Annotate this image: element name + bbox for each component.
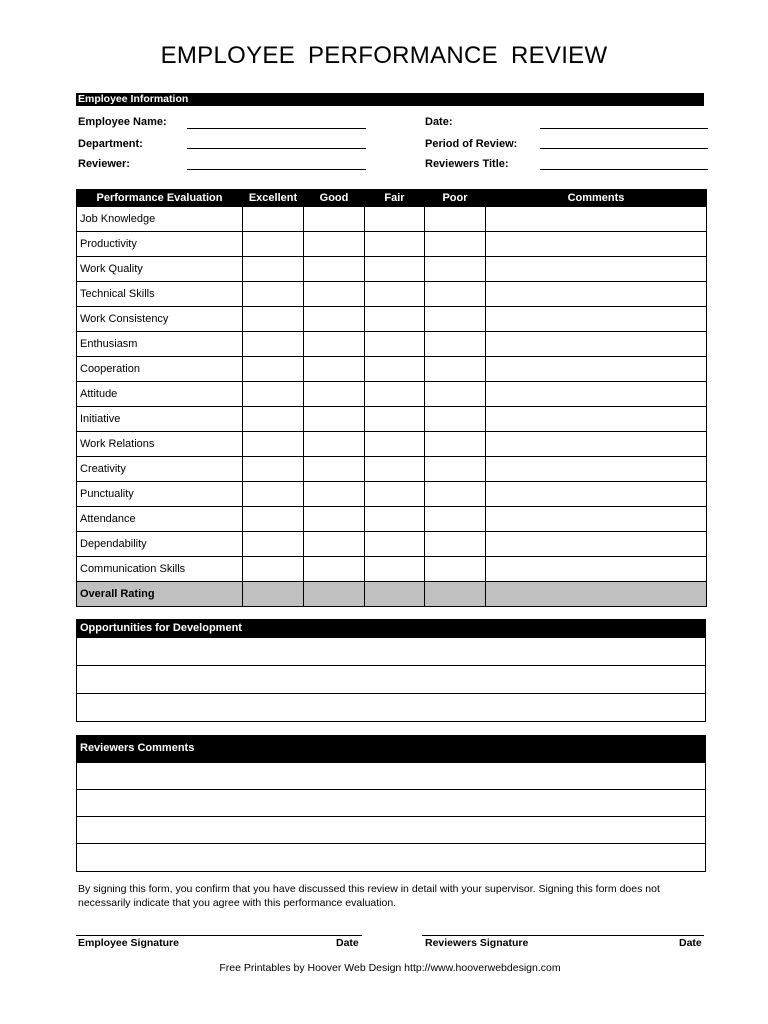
- reviewers-signature-label: Reviewers Signature: [425, 937, 529, 949]
- table-row: [77, 232, 707, 257]
- page-title: EMPLOYEE PERFORMANCE REVIEW: [160, 42, 608, 69]
- reviewer-label: Reviewer:: [78, 158, 130, 170]
- criterion-label: Work Quality: [77, 257, 243, 282]
- excellent-cell[interactable]: [243, 357, 304, 382]
- table-row: [77, 307, 707, 332]
- reviewers-comments-section: [76, 735, 706, 872]
- criterion-label: Technical Skills: [77, 282, 243, 307]
- fair-cell[interactable]: [365, 482, 425, 507]
- comments-cell[interactable]: [486, 507, 707, 532]
- criterion-label: Work Relations: [77, 432, 243, 457]
- excellent-cell[interactable]: [243, 257, 304, 282]
- table-row: [77, 557, 707, 582]
- table-row: [77, 332, 707, 357]
- good-cell[interactable]: [304, 257, 365, 282]
- criterion-label: Job Knowledge: [77, 207, 243, 232]
- comments-cell[interactable]: [486, 457, 707, 482]
- comments-cell[interactable]: [486, 282, 707, 307]
- fair-cell[interactable]: [365, 532, 425, 557]
- disclaimer-text: By signing this form, you confirm that you have discussed this review in detail with your supervisor. Signing this form does not necessarily indicate that you agree with this performance evaluation.: [78, 883, 660, 909]
- performance-evaluation-table: [76, 189, 707, 607]
- fair-cell[interactable]: [365, 582, 425, 607]
- good-cell[interactable]: [304, 507, 365, 532]
- column-header-comments: Comments: [486, 190, 707, 207]
- excellent-cell[interactable]: [243, 282, 304, 307]
- excellent-cell[interactable]: [243, 532, 304, 557]
- fair-cell[interactable]: [365, 232, 425, 257]
- criterion-label: Creativity: [77, 457, 243, 482]
- table-row: [77, 532, 707, 557]
- fair-cell[interactable]: [365, 257, 425, 282]
- table-row: [77, 207, 707, 232]
- department-field[interactable]: [187, 148, 366, 149]
- good-cell[interactable]: [304, 307, 365, 332]
- fair-cell[interactable]: [365, 432, 425, 457]
- reviewer-field[interactable]: [187, 169, 366, 170]
- excellent-cell[interactable]: [243, 382, 304, 407]
- excellent-cell[interactable]: [243, 582, 304, 607]
- fair-cell[interactable]: [365, 507, 425, 532]
- overall-rating-row: [77, 582, 707, 607]
- date-label: Date:: [425, 116, 453, 128]
- poor-cell[interactable]: [425, 557, 486, 582]
- comments-cell[interactable]: [486, 257, 707, 282]
- poor-cell[interactable]: [425, 407, 486, 432]
- column-header-excellent: Excellent: [243, 190, 304, 207]
- column-header-fair: Fair: [365, 190, 425, 207]
- criterion-label: Attendance: [77, 507, 243, 532]
- reviewers-title-label: Reviewers Title:: [425, 158, 509, 170]
- fair-cell[interactable]: [365, 382, 425, 407]
- reviewers-comments-line[interactable]: [77, 789, 705, 816]
- poor-cell[interactable]: [425, 307, 486, 332]
- poor-cell[interactable]: [425, 482, 486, 507]
- poor-cell[interactable]: [425, 232, 486, 257]
- excellent-cell[interactable]: [243, 332, 304, 357]
- overall-rating-label: Overall Rating: [77, 582, 243, 607]
- poor-cell[interactable]: [425, 532, 486, 557]
- reviewers-comments-header: Reviewers Comments: [77, 736, 705, 762]
- fair-cell[interactable]: [365, 357, 425, 382]
- comments-cell[interactable]: [486, 232, 707, 257]
- poor-cell[interactable]: [425, 582, 486, 607]
- department-label: Department:: [78, 138, 143, 150]
- comments-cell[interactable]: [486, 557, 707, 582]
- good-cell[interactable]: [304, 382, 365, 407]
- reviewers-comments-line[interactable]: [77, 843, 705, 871]
- table-row: [77, 457, 707, 482]
- good-cell[interactable]: [304, 582, 365, 607]
- employee-name-label: Employee Name:: [78, 116, 167, 128]
- employee-signature-line[interactable]: [76, 935, 362, 936]
- criterion-label: Communication Skills: [77, 557, 243, 582]
- excellent-cell[interactable]: [243, 457, 304, 482]
- poor-cell[interactable]: [425, 332, 486, 357]
- employee-name-field[interactable]: [187, 128, 366, 129]
- good-cell[interactable]: [304, 457, 365, 482]
- excellent-cell[interactable]: [243, 407, 304, 432]
- poor-cell[interactable]: [425, 357, 486, 382]
- column-header-poor: Poor: [425, 190, 486, 207]
- reviewers-comments-line[interactable]: [77, 762, 705, 789]
- comments-cell[interactable]: [486, 307, 707, 332]
- development-header: Opportunities for Development: [77, 620, 705, 637]
- reviewers-title-field[interactable]: [540, 169, 708, 170]
- poor-cell[interactable]: [425, 382, 486, 407]
- column-header-good: Good: [304, 190, 365, 207]
- date-field[interactable]: [540, 128, 708, 129]
- comments-cell[interactable]: [486, 532, 707, 557]
- good-cell[interactable]: [304, 207, 365, 232]
- fair-cell[interactable]: [365, 207, 425, 232]
- comments-cell[interactable]: [486, 582, 707, 607]
- fair-cell[interactable]: [365, 307, 425, 332]
- comments-cell[interactable]: [486, 357, 707, 382]
- good-cell[interactable]: [304, 532, 365, 557]
- table-row: [77, 432, 707, 457]
- comments-cell[interactable]: [486, 382, 707, 407]
- excellent-cell[interactable]: [243, 432, 304, 457]
- fair-cell[interactable]: [365, 557, 425, 582]
- table-header-row: [77, 190, 707, 207]
- comments-cell[interactable]: [486, 207, 707, 232]
- good-cell[interactable]: [304, 232, 365, 257]
- excellent-cell[interactable]: [243, 207, 304, 232]
- good-cell[interactable]: [304, 357, 365, 382]
- table-row: [77, 407, 707, 432]
- excellent-cell[interactable]: [243, 482, 304, 507]
- development-section: [76, 619, 706, 722]
- fair-cell[interactable]: [365, 282, 425, 307]
- criterion-label: Productivity: [77, 232, 243, 257]
- table-row: [77, 257, 707, 282]
- table-row: [77, 482, 707, 507]
- good-cell[interactable]: [304, 332, 365, 357]
- development-line[interactable]: [77, 665, 705, 693]
- period-of-review-label: Period of Review:: [425, 138, 518, 150]
- criterion-label: Cooperation: [77, 357, 243, 382]
- good-cell[interactable]: [304, 432, 365, 457]
- excellent-cell[interactable]: [243, 507, 304, 532]
- excellent-cell[interactable]: [243, 307, 304, 332]
- good-cell[interactable]: [304, 282, 365, 307]
- table-row: [77, 382, 707, 407]
- comments-cell[interactable]: [486, 332, 707, 357]
- reviewers-comments-line[interactable]: [77, 816, 705, 843]
- comments-cell[interactable]: [486, 407, 707, 432]
- fair-cell[interactable]: [365, 332, 425, 357]
- criterion-label: Dependability: [77, 532, 243, 557]
- development-line[interactable]: [77, 637, 705, 665]
- employee-date-label: Date: [336, 937, 359, 949]
- fair-cell[interactable]: [365, 407, 425, 432]
- criterion-label: Work Consistency: [77, 307, 243, 332]
- good-cell[interactable]: [304, 557, 365, 582]
- good-cell[interactable]: [304, 482, 365, 507]
- good-cell[interactable]: [304, 407, 365, 432]
- table-row: [77, 357, 707, 382]
- criterion-label: Enthusiasm: [77, 332, 243, 357]
- employee-signature-label: Employee Signature: [78, 937, 179, 949]
- reviewers-date-label: Date: [679, 937, 702, 949]
- poor-cell[interactable]: [425, 457, 486, 482]
- table-row: [77, 282, 707, 307]
- poor-cell[interactable]: [425, 432, 486, 457]
- comments-cell[interactable]: [486, 432, 707, 457]
- table-row: [77, 507, 707, 532]
- excellent-cell[interactable]: [243, 557, 304, 582]
- excellent-cell[interactable]: [243, 232, 304, 257]
- development-line[interactable]: [77, 693, 705, 721]
- criterion-label: Initiative: [77, 407, 243, 432]
- employee-info-header: Employee Information: [76, 93, 704, 106]
- fair-cell[interactable]: [365, 457, 425, 482]
- criterion-label: Punctuality: [77, 482, 243, 507]
- footer-credit: Free Printables by Hoover Web Design http://www.hooverwebdesign.com: [219, 962, 561, 974]
- poor-cell[interactable]: [425, 282, 486, 307]
- poor-cell[interactable]: [425, 257, 486, 282]
- reviewers-signature-line[interactable]: [422, 935, 704, 936]
- period-of-review-field[interactable]: [540, 148, 708, 149]
- poor-cell[interactable]: [425, 507, 486, 532]
- poor-cell[interactable]: [425, 207, 486, 232]
- column-header-performance-evaluation: Performance Evaluation: [77, 190, 243, 207]
- comments-cell[interactable]: [486, 482, 707, 507]
- criterion-label: Attitude: [77, 382, 243, 407]
